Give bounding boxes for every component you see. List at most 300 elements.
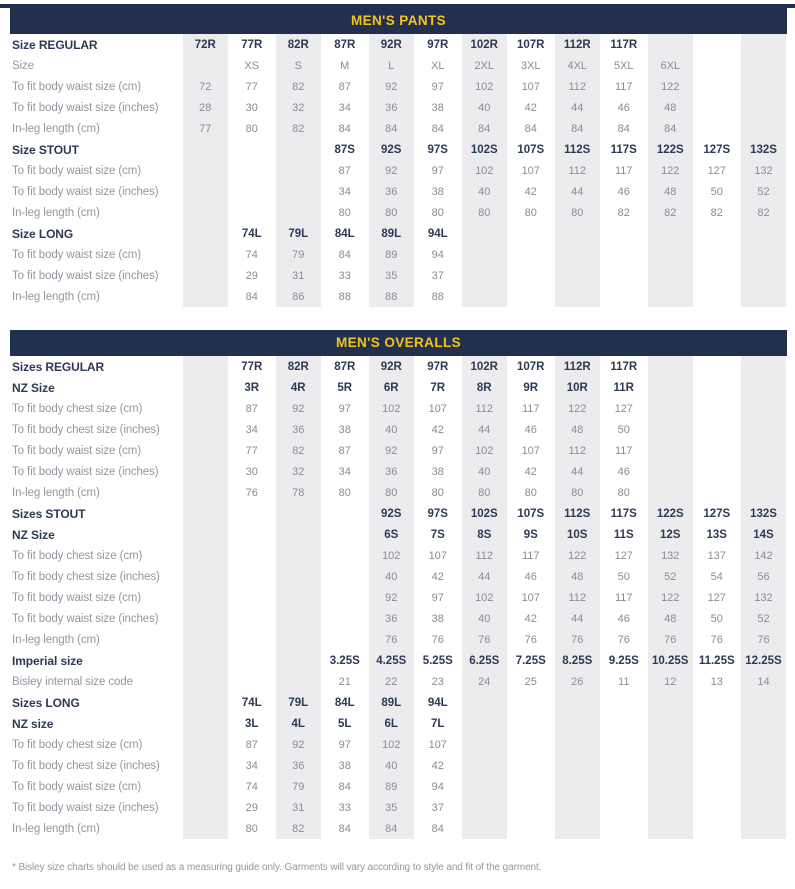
mens-overalls-grid — [10, 356, 787, 839]
cell: 84 — [415, 818, 462, 839]
cell: 117 — [601, 587, 648, 608]
cell: 107S — [508, 503, 555, 524]
cell — [275, 608, 322, 629]
cell — [647, 797, 694, 818]
cell: 4XL — [554, 55, 601, 76]
cell: 74L — [229, 223, 276, 244]
cell — [275, 629, 322, 650]
cell — [554, 692, 601, 713]
cell: 86 — [275, 286, 322, 307]
cell: 112 — [461, 398, 508, 419]
cell — [182, 160, 229, 181]
cell: 48 — [647, 97, 694, 118]
cell: L — [368, 55, 415, 76]
cell: 107 — [415, 545, 462, 566]
cell: 22 — [368, 671, 415, 692]
cell — [647, 440, 694, 461]
cell: 82 — [740, 202, 787, 223]
cell — [554, 265, 601, 286]
row-label: To fit body chest size (cm) — [12, 738, 143, 751]
cell — [647, 244, 694, 265]
cell: 122 — [647, 587, 694, 608]
cell — [740, 398, 787, 419]
cell: 11.25S — [694, 650, 741, 671]
cell: 127 — [601, 545, 648, 566]
cell: 34 — [322, 461, 369, 482]
cell — [694, 419, 741, 440]
cell: 87 — [229, 398, 276, 419]
cell — [601, 776, 648, 797]
cell — [461, 818, 508, 839]
cell — [461, 734, 508, 755]
cell: 102 — [368, 545, 415, 566]
cell: 40 — [461, 461, 508, 482]
cell: 102 — [368, 398, 415, 419]
cell: 38 — [415, 461, 462, 482]
cell — [694, 692, 741, 713]
cell: 42 — [415, 419, 462, 440]
row-label: To fit body waist size (inches) — [12, 465, 159, 478]
row-label: In-leg length (cm) — [12, 633, 100, 646]
cell — [740, 223, 787, 244]
cell: 127 — [694, 587, 741, 608]
cell — [647, 818, 694, 839]
cell: 38 — [322, 755, 369, 776]
cell: 24 — [461, 671, 508, 692]
cell: 84 — [647, 118, 694, 139]
mens-overalls-table — [10, 330, 787, 839]
cell: 89L — [368, 223, 415, 244]
cell — [229, 524, 276, 545]
cell: 36 — [275, 419, 322, 440]
cell: 84 — [322, 776, 369, 797]
cell — [601, 797, 648, 818]
cell: 142 — [740, 545, 787, 566]
cell — [508, 713, 555, 734]
cell — [322, 524, 369, 545]
cell: 82 — [647, 202, 694, 223]
cell — [694, 398, 741, 419]
cell: 4R — [275, 377, 322, 398]
cell — [694, 377, 741, 398]
cell — [740, 734, 787, 755]
cell: 8S — [461, 524, 508, 545]
cell: 80 — [322, 482, 369, 503]
table-row — [10, 650, 787, 671]
cell: 107S — [508, 139, 555, 160]
cell — [275, 503, 322, 524]
table-row — [10, 265, 787, 286]
cell: 80 — [508, 202, 555, 223]
cell: 84L — [322, 692, 369, 713]
cell — [694, 797, 741, 818]
cell — [322, 608, 369, 629]
cell: 14S — [740, 524, 787, 545]
cell: 87 — [322, 76, 369, 97]
cell — [601, 223, 648, 244]
cell: 7S — [415, 524, 462, 545]
cell: 84 — [322, 818, 369, 839]
cell — [554, 776, 601, 797]
cell: 74 — [229, 244, 276, 265]
cell — [508, 692, 555, 713]
cell: 102 — [461, 440, 508, 461]
cell: 42 — [508, 97, 555, 118]
cell: 122S — [647, 503, 694, 524]
cell: 82 — [601, 202, 648, 223]
row-label: To fit body chest size (inches) — [12, 570, 160, 583]
cell: 34 — [229, 755, 276, 776]
cell: 79L — [275, 692, 322, 713]
cell: 112S — [554, 503, 601, 524]
cell: M — [322, 55, 369, 76]
cell: 80 — [461, 202, 508, 223]
cell — [740, 755, 787, 776]
cell — [647, 223, 694, 244]
cell — [182, 55, 229, 76]
cell: 112 — [554, 440, 601, 461]
cell: 6.25S — [461, 650, 508, 671]
cell: 78 — [275, 482, 322, 503]
cell — [694, 356, 741, 377]
cell: 87 — [229, 734, 276, 755]
cell — [647, 265, 694, 286]
cell: 92 — [368, 440, 415, 461]
table-row — [10, 55, 787, 76]
table-row — [10, 671, 787, 692]
cell: 97S — [415, 503, 462, 524]
table-row — [10, 713, 787, 734]
cell — [647, 356, 694, 377]
cell: 32 — [275, 97, 322, 118]
cell: 97 — [415, 440, 462, 461]
cell — [275, 139, 322, 160]
row-label: Sizes LONG — [12, 695, 80, 710]
cell: 89L — [368, 692, 415, 713]
cell — [740, 818, 787, 839]
cell — [229, 566, 276, 587]
cell: 82R — [275, 34, 322, 55]
cell: 12 — [647, 671, 694, 692]
cell: 36 — [368, 181, 415, 202]
cell: 94L — [415, 692, 462, 713]
cell: 127S — [694, 503, 741, 524]
cell: 46 — [601, 181, 648, 202]
cell — [322, 503, 369, 524]
cell — [508, 286, 555, 307]
cell: 112S — [554, 139, 601, 160]
row-label: To fit body waist size (cm) — [12, 164, 141, 177]
row-label: To fit body waist size (cm) — [12, 80, 141, 93]
cell — [182, 587, 229, 608]
cell: 122 — [647, 160, 694, 181]
table-row — [10, 461, 787, 482]
cell: 46 — [601, 608, 648, 629]
cell: 87S — [322, 139, 369, 160]
cell — [182, 713, 229, 734]
cell — [647, 692, 694, 713]
cell: 80 — [554, 202, 601, 223]
cell — [740, 776, 787, 797]
cell: 34 — [229, 419, 276, 440]
cell — [740, 97, 787, 118]
cell — [694, 776, 741, 797]
cell — [740, 797, 787, 818]
table-row — [10, 755, 787, 776]
table-row — [10, 286, 787, 307]
cell — [694, 76, 741, 97]
cell — [554, 797, 601, 818]
cell — [322, 545, 369, 566]
cell: 6S — [368, 524, 415, 545]
cell: 132S — [740, 139, 787, 160]
cell: 13S — [694, 524, 741, 545]
cell — [647, 734, 694, 755]
cell: 82 — [275, 76, 322, 97]
cell: 84 — [461, 118, 508, 139]
cell: 33 — [322, 265, 369, 286]
row-label: In-leg length (cm) — [12, 206, 100, 219]
cell — [740, 419, 787, 440]
cell: 117 — [601, 76, 648, 97]
cell: 112 — [554, 587, 601, 608]
cell: 42 — [415, 755, 462, 776]
cell — [182, 524, 229, 545]
cell: 107 — [508, 587, 555, 608]
cell — [694, 223, 741, 244]
cell — [554, 755, 601, 776]
cell — [461, 692, 508, 713]
table-row — [10, 692, 787, 713]
cell: 112 — [461, 545, 508, 566]
cell: 46 — [508, 566, 555, 587]
table-row — [10, 587, 787, 608]
cell — [647, 755, 694, 776]
cell — [461, 776, 508, 797]
cell: 102S — [461, 139, 508, 160]
cell — [182, 181, 229, 202]
table-row — [10, 734, 787, 755]
cell — [229, 545, 276, 566]
cell: 80 — [601, 482, 648, 503]
row-label: To fit body waist size (inches) — [12, 612, 159, 625]
cell: 37 — [415, 265, 462, 286]
table-row — [10, 545, 787, 566]
cell — [275, 671, 322, 692]
cell — [182, 440, 229, 461]
cell: 132 — [647, 545, 694, 566]
row-label: Imperial size — [12, 653, 83, 668]
cell: 11R — [601, 377, 648, 398]
cell — [647, 461, 694, 482]
cell — [275, 545, 322, 566]
cell — [647, 482, 694, 503]
cell — [740, 356, 787, 377]
cell: 92R — [368, 34, 415, 55]
cell: 31 — [275, 265, 322, 286]
cell: 40 — [368, 566, 415, 587]
cell: 50 — [601, 419, 648, 440]
cell: 77 — [229, 440, 276, 461]
cell: 5L — [322, 713, 369, 734]
cell: 10S — [554, 524, 601, 545]
cell — [694, 818, 741, 839]
cell — [694, 97, 741, 118]
cell: 52 — [740, 608, 787, 629]
cell: 97 — [415, 160, 462, 181]
cell: 84 — [554, 118, 601, 139]
row-label: Size — [12, 59, 34, 72]
cell: 44 — [461, 419, 508, 440]
cell — [229, 139, 276, 160]
size-chart-page — [0, 8, 795, 873]
cell: 107 — [508, 440, 555, 461]
cell: 87R — [322, 356, 369, 377]
cell: 102 — [368, 734, 415, 755]
cell: 137 — [694, 545, 741, 566]
cell: 102R — [461, 356, 508, 377]
row-label: To fit body chest size (cm) — [12, 402, 143, 415]
cell: 29 — [229, 265, 276, 286]
cell: 80 — [229, 118, 276, 139]
cell: 84 — [415, 118, 462, 139]
cell: 76 — [461, 629, 508, 650]
row-label: In-leg length (cm) — [12, 486, 100, 499]
table-row — [10, 524, 787, 545]
cell — [740, 55, 787, 76]
cell: 52 — [647, 566, 694, 587]
cell — [740, 34, 787, 55]
cell: 46 — [601, 97, 648, 118]
cell — [182, 202, 229, 223]
table-row — [10, 76, 787, 97]
cell: 89 — [368, 776, 415, 797]
cell — [182, 377, 229, 398]
cell — [229, 160, 276, 181]
cell — [554, 734, 601, 755]
cell: 44 — [461, 566, 508, 587]
cell — [694, 755, 741, 776]
row-label: To fit body waist size (inches) — [12, 269, 159, 282]
cell: 46 — [601, 461, 648, 482]
cell: 127S — [694, 139, 741, 160]
cell — [322, 566, 369, 587]
cell: 36 — [368, 97, 415, 118]
cell — [182, 244, 229, 265]
cell: 112 — [554, 160, 601, 181]
cell: 122 — [647, 76, 694, 97]
table-row — [10, 202, 787, 223]
cell: 132S — [740, 503, 787, 524]
cell: 7.25S — [508, 650, 555, 671]
cell: 92S — [368, 503, 415, 524]
cell — [694, 118, 741, 139]
cell: 34 — [322, 181, 369, 202]
cell — [601, 818, 648, 839]
cell: 33 — [322, 797, 369, 818]
cell: 117 — [601, 160, 648, 181]
cell: 34 — [322, 97, 369, 118]
cell — [554, 286, 601, 307]
table-row — [10, 629, 787, 650]
cell — [182, 356, 229, 377]
cell: 11 — [601, 671, 648, 692]
cell: 11S — [601, 524, 648, 545]
cell: 77R — [229, 356, 276, 377]
cell: 48 — [647, 608, 694, 629]
cell — [601, 265, 648, 286]
cell: 9.25S — [601, 650, 648, 671]
row-label: To fit body waist size (cm) — [12, 248, 141, 261]
cell: 107 — [508, 160, 555, 181]
cell: 80 — [554, 482, 601, 503]
cell: 40 — [461, 97, 508, 118]
cell — [647, 286, 694, 307]
cell: 87 — [322, 440, 369, 461]
cell — [601, 755, 648, 776]
cell — [508, 818, 555, 839]
cell: 76 — [694, 629, 741, 650]
cell: 84 — [322, 118, 369, 139]
cell: 72 — [182, 76, 229, 97]
cell: 35 — [368, 797, 415, 818]
mens-pants-title: MEN'S PANTS — [10, 8, 787, 34]
cell — [322, 587, 369, 608]
table-row — [10, 160, 787, 181]
cell — [740, 461, 787, 482]
cell: 97 — [322, 734, 369, 755]
cell: 23 — [415, 671, 462, 692]
cell: 40 — [461, 181, 508, 202]
cell: 92S — [368, 139, 415, 160]
cell — [694, 440, 741, 461]
table-row — [10, 566, 787, 587]
cell: 84 — [368, 118, 415, 139]
row-label: To fit body waist size (inches) — [12, 185, 159, 198]
cell: 97 — [415, 76, 462, 97]
cell: 88 — [415, 286, 462, 307]
cell: 48 — [554, 419, 601, 440]
cell — [694, 55, 741, 76]
cell — [229, 608, 276, 629]
cell: 92 — [275, 734, 322, 755]
table-row — [10, 419, 787, 440]
cell: 48 — [554, 566, 601, 587]
cell: 97R — [415, 356, 462, 377]
cell: 37 — [415, 797, 462, 818]
cell: 40 — [368, 755, 415, 776]
cell: 50 — [694, 608, 741, 629]
cell: 38 — [415, 181, 462, 202]
cell: 127 — [694, 160, 741, 181]
cell: 132 — [740, 587, 787, 608]
cell — [601, 286, 648, 307]
cell — [229, 671, 276, 692]
cell — [275, 160, 322, 181]
cell: 117 — [601, 440, 648, 461]
cell — [508, 797, 555, 818]
cell — [740, 265, 787, 286]
cell: 107R — [508, 356, 555, 377]
cell — [740, 377, 787, 398]
cell: 112 — [554, 76, 601, 97]
cell: 117S — [601, 503, 648, 524]
cell: 8R — [461, 377, 508, 398]
cell: 72R — [182, 34, 229, 55]
table-row — [10, 223, 787, 244]
row-label: Sizes REGULAR — [12, 359, 105, 374]
cell: XL — [415, 55, 462, 76]
